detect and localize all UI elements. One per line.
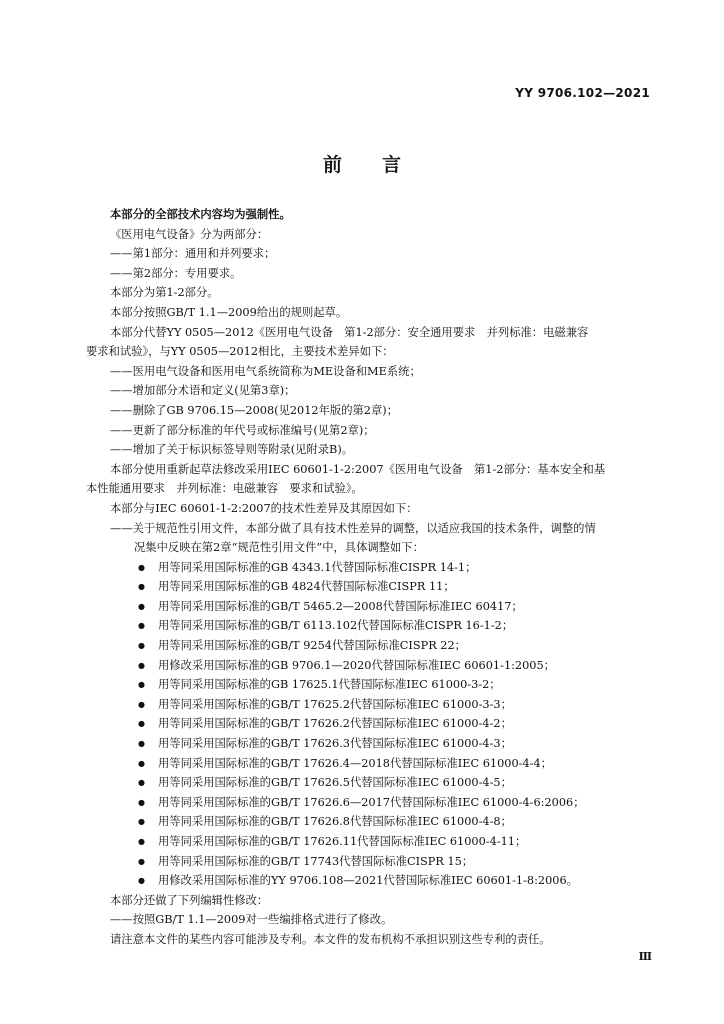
document-body <box>86 205 654 950</box>
list-item: ● 用等同采用国际标准的GB/T 5465.2—2008代替国际标准IEC 60417； <box>86 597 654 617</box>
list-item: ● 用等同采用国际标准的GB/T 17626.3代替国际标准IEC 61000-4-3； <box>86 734 654 754</box>
paragraph-line: 《医用电气设备》分为两部分： <box>110 227 269 241</box>
list-item: ● 用修改采用国际标准的YY 9706.108—2021代替国际标准IEC 60601-1-8:2006。 <box>86 871 654 891</box>
adjustment-list <box>86 558 654 891</box>
paragraph-line: ——第1部分：通用和并列要求； <box>110 247 276 261</box>
list-item: ● 用等同采用国际标准的GB/T 17626.2代替国际标准IEC 61000-4-2； <box>86 714 654 734</box>
paragraph-line: ——增加了关于标识标签导则等附录(见附录B)。 <box>110 443 354 457</box>
list-item: ● 用等同采用国际标准的GB/T 17626.6—2017代替国际标准IEC 61000-4-6:2006； <box>86 793 654 813</box>
list-item: ● 用等同采用国际标准的GB/T 17626.8代替国际标准IEC 61000-4-8； <box>86 812 654 832</box>
list-item: ● 用等同采用国际标准的GB/T 9254代替国际标准CISPR 22； <box>86 636 654 656</box>
paragraph-line: ——按照GB/T 1.1—2009对一些编排格式进行了修改。 <box>110 913 393 927</box>
paragraph-line: 本部分还做了下列编辑性修改： <box>110 893 269 907</box>
paragraph-line: ——第2部分：专用要求。 <box>110 266 242 280</box>
paragraph-line: 本部分与IEC 60601-1-2:2007的技术性差异及其原因如下： <box>110 501 418 515</box>
paragraph-line: 要求和试验》，与YY 0505—2012相比，主要技术差异如下： <box>86 345 394 359</box>
page-number: Ⅲ <box>638 950 652 963</box>
paragraph-line: 本部分的全部技术内容均为强制性。 <box>110 208 291 221</box>
paragraph-line: ——增加部分术语和定义(见第3章)； <box>110 384 296 398</box>
page-title: 前言 <box>322 154 441 176</box>
list-item: ● 用等同采用国际标准的GB/T 17743代替国际标准CISPR 15； <box>86 852 654 872</box>
closing-paragraphs <box>86 891 654 950</box>
paragraph-line: ——更新了部分标准的年代号或标准编号(见第2章)； <box>110 423 375 437</box>
list-item: ● 用等同采用国际标准的GB 4824代替国际标准CISPR 11； <box>86 577 654 597</box>
list-item: ● 用等同采用国际标准的GB/T 17626.11代替国际标准IEC 61000-4-11； <box>86 832 654 852</box>
list-item: ● 用等同采用国际标准的GB/T 17626.4—2018代替国际标准IEC 61000-4-4； <box>86 754 654 774</box>
paragraph-line: ——医用电气设备和医用电气系统简称为ME设备和ME系统； <box>110 364 421 378</box>
list-item: ● 用等同采用国际标准的GB/T 17626.5代替国际标准IEC 61000-4-5； <box>86 773 654 793</box>
list-item: ● 用等同采用国际标准的GB 4343.1代替国际标准CISPR 14-1； <box>86 558 654 578</box>
paragraph-line: 本部分为第1-2部分。 <box>110 286 219 300</box>
list-item: ● 用修改采用国际标准的GB 9706.1—2020代替国际标准IEC 60601-1:2005； <box>86 656 654 676</box>
paragraph-line: ——关于规范性引用文件，本部分做了具有技术性差异的调整，以适应我国的技术条件，调整的情 <box>110 521 596 535</box>
list-item: ● 用等同采用国际标准的GB/T 17625.2代替国际标准IEC 61000-3-3； <box>86 695 654 715</box>
list-item: ● 用等同采用国际标准的GB/T 6113.102代替国际标准CISPR 16-1-2； <box>86 616 654 636</box>
paragraph-line: 本部分使用重新起草法修改采用IEC 60601-1-2:2007《医用电气设备 第1-2部分：基本安全和基 <box>110 462 606 476</box>
list-item: ● 用等同采用国际标准的GB 17625.1代替国际标准IEC 61000-3-2； <box>86 675 654 695</box>
paragraph-line: 本性能通用要求 并列标准：电磁兼容 要求和试验》。 <box>86 482 363 496</box>
paragraph-line: 请注意本文件的某些内容可能涉及专利。本文件的发布机构不承担识别这些专利的责任。 <box>110 932 551 946</box>
paragraph-line: 况集中反映在第2章“规范性引用文件”中，具体调整如下： <box>134 541 424 555</box>
paragraph-line: 本部分按照GB/T 1.1—2009给出的规则起草。 <box>110 305 348 319</box>
paragraph-line: 本部分代替YY 0505—2012《医用电气设备 第1-2部分：安全通用要求 并列标准：电磁兼容 <box>110 325 589 339</box>
paragraph-line: ——删除了GB 9706.15—2008(见2012年版的第2章)； <box>110 403 398 417</box>
document-number: YY 9706.102—2021 <box>515 86 650 100</box>
intro-paragraphs <box>86 205 654 558</box>
